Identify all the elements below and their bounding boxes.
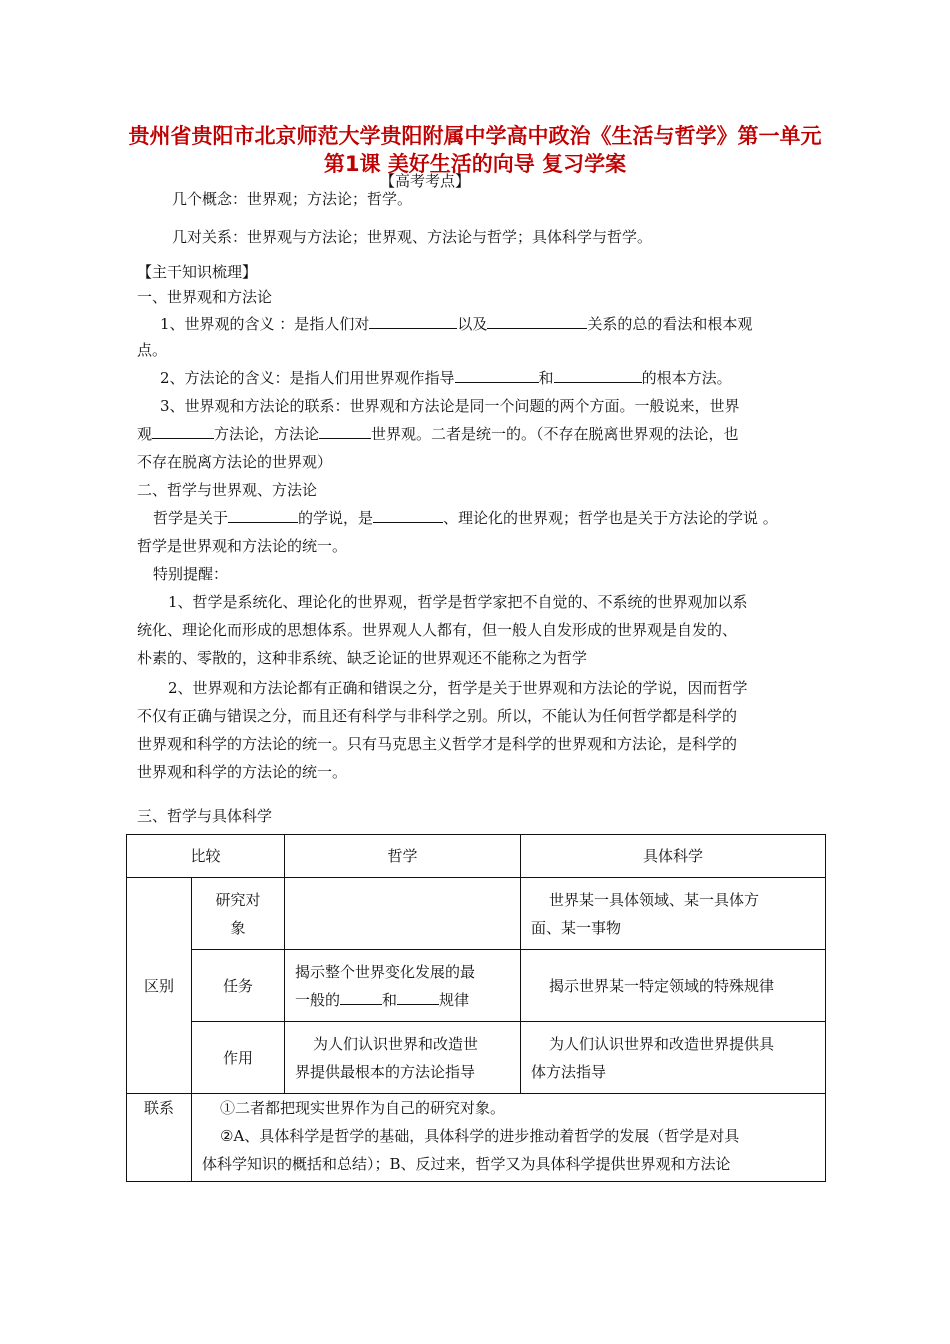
fill-blank <box>369 314 457 329</box>
item-3-text-a: 观 <box>137 425 153 443</box>
comparison-table <box>126 834 826 1182</box>
row1-science-cell <box>521 878 826 950</box>
knowledge-heading: 【主干知识梳理】 <box>137 263 258 281</box>
row3-phil-line-2: 界提供最根本的方法论指导 <box>295 1062 476 1081</box>
sec2-text-a: 哲学是关于 <box>153 509 229 527</box>
fill-blank <box>319 424 371 439</box>
fill-blank <box>487 314 587 329</box>
reminder-heading: 特别提醒： <box>153 565 229 583</box>
reminder-2-line-1: 2、世界观和方法论都有正确和错误之分，哲学是关于世界观和方法论的学说，因而哲学 <box>168 679 748 697</box>
item-1-text-b: 以及 <box>457 315 488 333</box>
sec2-text-b: 的学说，是 <box>298 509 374 527</box>
fill-blank <box>340 990 382 1005</box>
table-row <box>127 1094 826 1182</box>
row2-phil-text-b: 和 <box>382 990 398 1009</box>
item-3-line-1: 3、世界观和方法论的联系：世界观和方法论是同一个问题的两个方面。一般说来，世界 <box>160 397 740 415</box>
row2-phil-text-c: 规律 <box>439 990 470 1009</box>
row2-phil-line-2 <box>295 986 510 1014</box>
reminder-2-line-4: 世界观和科学的方法论的统一。 <box>137 763 348 781</box>
sec2-text-c: 、理论化的世界观；哲学也是关于方法论的学说 。 <box>443 509 778 527</box>
diff-label: 区别 <box>127 878 192 1094</box>
table-row <box>127 1022 826 1094</box>
row3-science-cell <box>521 1022 826 1094</box>
link-label: 联系 <box>127 1094 192 1182</box>
document-title: 贵州省贵阳市北京师范大学贵阳附属中学高中政治《生活与哲学》第一单元 第1课 美好生活的向导 复习学案 <box>128 124 822 176</box>
section-2-para-line-1 <box>153 508 778 528</box>
item-3-line-3: 不存在脱离方法论的世界观） <box>137 453 333 471</box>
row2-sci-text: 揭示世界某一特定领域的特殊规律 <box>549 976 775 995</box>
section-2-title: 二、哲学与世界观、方法论 <box>137 481 318 499</box>
fill-blank <box>228 508 298 523</box>
table-header-row <box>127 835 826 878</box>
fill-blank <box>455 368 539 383</box>
item-3-text-c: 世界观。二者是统一的。（不存在脱离世界观的法论，也 <box>371 425 739 443</box>
reminder-1-line-1: 1、哲学是系统化、理论化的世界观，哲学是哲学家把不自觉的、不系统的世界观加以系 <box>168 593 748 611</box>
reminder-2-line-3: 世界观和科学的方法论的统一。只有马克思主义哲学才是科学的世界观和方法论，是科学的 <box>137 735 738 753</box>
row1-label-line-1: 研究对 <box>215 890 261 909</box>
fill-blank <box>554 368 642 383</box>
header-philosophy: 哲学 <box>285 835 521 878</box>
row3-philosophy-cell <box>285 1022 521 1094</box>
section-2-para-line-2: 哲学是世界观和方法论的统一。 <box>137 537 348 555</box>
item-2-text-c: 的根本方法。 <box>641 369 732 387</box>
link-line-3: 体科学知识的概括和总结）；B、反过来，哲学又为具体科学提供世界观和方法论 <box>202 1155 731 1173</box>
row1-sci-line-2: 面、某一事物 <box>531 918 622 937</box>
row3-sci-line-1: 为人们认识世界和改造世界提供具 <box>549 1034 775 1053</box>
row1-sci-line-1: 世界某一具体领域、某一具体方 <box>549 890 760 909</box>
fill-blank <box>397 990 439 1005</box>
item-1-text-c: 关系的总的看法和根本观 <box>587 315 753 333</box>
row2-philosophy-cell <box>285 950 521 1022</box>
table-row <box>127 878 826 950</box>
table-row <box>127 950 826 1022</box>
reminder-1-line-2: 统化、理论化而形成的思想体系。世界观人人都有，但一般人自发形成的世界观是自发的、 <box>137 621 738 639</box>
header-science: 具体科学 <box>521 835 826 878</box>
section-3-title: 三、哲学与具体科学 <box>137 807 273 825</box>
item-1-line <box>160 314 752 334</box>
row2-phil-text-a: 一般的 <box>295 990 341 1009</box>
row2-phil-line-1: 揭示整个世界变化发展的最 <box>295 962 476 981</box>
link-line-1: ①二者都把现实世界作为自己的研究对象。 <box>220 1099 506 1117</box>
section-1-title: 一、世界观和方法论 <box>137 288 273 306</box>
row3-sci-line-2: 体方法指导 <box>531 1062 607 1081</box>
item-2-text-b: 和 <box>538 369 554 387</box>
item-2-line <box>160 368 732 388</box>
row2-science-cell <box>521 950 826 1022</box>
fill-blank <box>373 508 443 523</box>
exam-concepts: 几个概念：世界观；方法论；哲学。 <box>172 190 413 208</box>
row1-philosophy-cell <box>285 878 521 950</box>
reminder-2-line-2: 不仅有正确与错误之分，而且还有科学与非科学之别。所以，不能认为任何哲学都是科学的 <box>137 707 738 725</box>
exam-relations: 几对关系：世界观与方法论；世界观、方法论与哲学；具体科学与哲学。 <box>172 228 653 246</box>
fill-blank <box>152 424 214 439</box>
row-research-object-label <box>192 878 285 950</box>
row3-phil-line-1: 为人们认识世界和改造世 <box>313 1034 479 1053</box>
header-compare: 比较 <box>127 835 285 878</box>
row1-label-line-2: 象 <box>230 918 246 937</box>
item-2-text-a: 2、方法论的含义：是指人们用世界观作指导 <box>160 369 455 387</box>
item-3-line-2 <box>137 424 739 444</box>
item-1-line-2: 点。 <box>137 341 168 359</box>
item-1-text-a: 1、世界观的含义 ：是指人们对 <box>160 315 370 333</box>
link-line-2: ②A、具体科学是哲学的基础，具体科学的进步推动着哲学的发展（哲学是对具 <box>220 1127 740 1145</box>
item-3-text-b: 方法论，方法论 <box>214 425 320 443</box>
exam-points-heading: 【高考考点】 <box>380 172 471 190</box>
link-content-cell <box>192 1094 826 1182</box>
row-role-label: 作用 <box>192 1022 285 1094</box>
row-task-label: 任务 <box>192 950 285 1022</box>
reminder-1-line-3: 朴素的、零散的，这种非系统、缺乏论证的世界观还不能称之为哲学 <box>137 649 588 667</box>
